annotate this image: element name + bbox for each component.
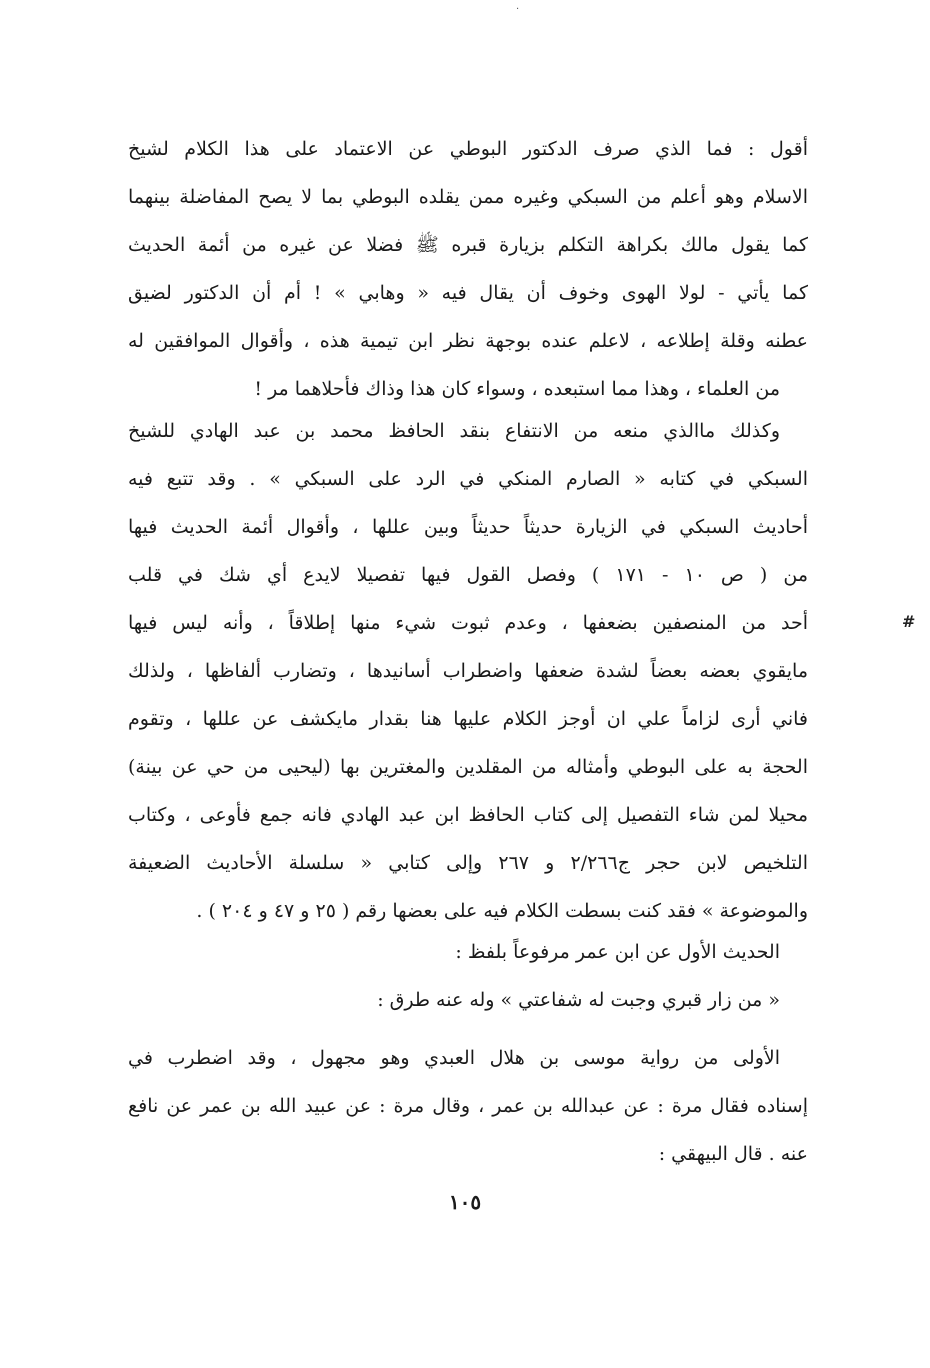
- scan-speck: ·: [516, 4, 520, 15]
- text-line: إسناده فقال مرة : عن عبدالله بن عمر ، وقال مرة : عن عبيد الله بن عمر عن نافع: [128, 1095, 808, 1117]
- text-line: من ( ص ١٠ - ١٧١ ) وفصل القول فيها تفصيلا لايدع أي شك في قلب: [128, 564, 808, 586]
- text-line: الاسلام وهو أعلم من السبكي وغيره ممن يقلده البوطي بما لا يصح المفاضلة بينهما: [128, 186, 808, 208]
- text-line: أقول : فما الذي صرف الدكتور البوطي عن الاعتماد على هذا الكلام لشيخ: [128, 138, 808, 160]
- text-line: عطنه وقلة إطلاعه ، لاعلم عنده بوجهة نظر ابن تيمية هذه ، وأقوال الموافقين له: [128, 330, 808, 352]
- text-line: من العلماء ، وهذا مما استبعده ، وسواء كان هذا وذاك فأحلاهما مر !: [254, 378, 780, 400]
- text-line: أحاديث السبكي في الزيارة حديثاً حديثاً وبين عللها ، وأقوال أئمة الحديث فيها: [128, 516, 808, 538]
- paragraph-2: [128, 407, 808, 935]
- text-line: كما يقول مالك بكراهة التكلم بزيارة قبره ﷺ فضلا عن غيره من أئمة الحديث: [128, 234, 808, 256]
- text-line: الحجة به على البوطي وأمثاله من المقلدين والمغترين بها (ليحيى من حي عن بينة): [128, 756, 808, 778]
- text-line: أحد من المنصفين بضعفها ، وعدم ثبوت شيء منها إطلاقاً ، وأنه ليس فيها: [128, 612, 808, 634]
- text-line: والموضوعة » فقد كنت بسطت الكلام فيه على بعضها رقم ( ٢٥ و ٤٧ و ٢٠٤ ) .: [196, 900, 808, 922]
- hadith-heading: [128, 928, 808, 1024]
- margin-mark: #: [902, 612, 916, 631]
- paragraph-1: [128, 125, 808, 413]
- text-line: فاني أرى لزاماً علي ان أوجز الكلام عليها هنا بقدار مايكشف عن عللها ، وتقوم: [128, 708, 808, 730]
- text-line: كما يأتي - لولا الهوى وخوف أن يقال فيه « وهابي » ! أم أن الدكتور لضيق: [128, 282, 808, 304]
- text-line: محيلا لمن شاء التفصيل إلى كتاب الحافظ ابن عبد الهادي فانه جمع فأوعى ، وكتاب: [128, 804, 808, 826]
- text-line: السبكي في كتابه « الصارم المنكي في الرد على السبكي » . وقد تتبع فيه: [128, 468, 808, 490]
- hadith-text: « من زار قبري وجبت له شفاعتي » وله عنه طرق :: [377, 989, 780, 1011]
- text-line: مايقوي بعضه بعضاً لشدة ضعفها واضطراب أسانيدها ، وتضارب ألفاظها ، ولذلك: [128, 660, 808, 682]
- text-line: الحديث الأول عن ابن عمر مرفوعاً بلفظ :: [455, 941, 780, 963]
- text-line: عنه . قال البيهقي :: [658, 1143, 808, 1165]
- paragraph-4: [128, 1034, 808, 1178]
- text-line: التلخيص لابن حجر ج٢/٢٦٦ و ٢٦٧ وإلى كتابي « سلسلة الأحاديث الضعيفة: [128, 852, 808, 874]
- text-line: الأولى من رواية موسى بن هلال العبدي وهو مجهول ، وقد اضطرب في: [128, 1047, 780, 1069]
- text-line: وكذلك ماالذي منعه من الانتفاع بنقد الحافظ محمد بن عبد الهادي للشيخ: [128, 420, 780, 442]
- page-number: ١٠٥: [448, 1190, 482, 1214]
